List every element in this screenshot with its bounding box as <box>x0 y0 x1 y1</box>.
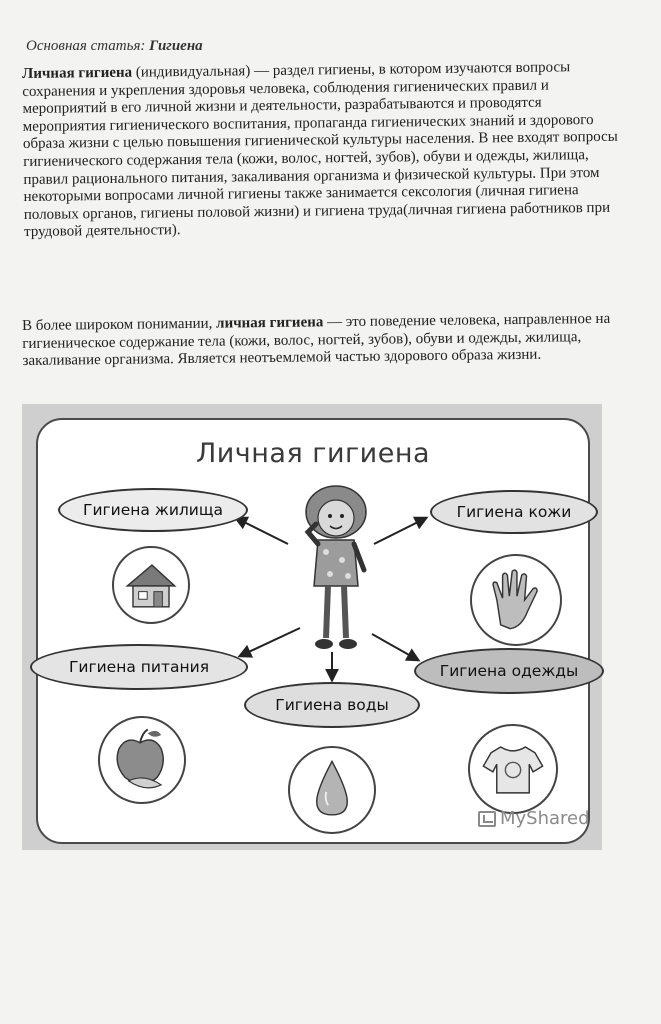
main-article-prefix: Основная статья: <box>26 38 150 54</box>
hygiene-figure <box>22 404 602 850</box>
watermark-text: MyShared <box>500 808 590 829</box>
term-bold: Личная гигиена <box>22 64 133 82</box>
paragraph-definition <box>22 59 620 242</box>
main-article-note <box>26 38 626 55</box>
figure-panel <box>36 418 590 844</box>
house-icon <box>112 546 190 624</box>
oval-skin-hygiene: Гигиена кожи <box>430 490 598 534</box>
oval-water-hygiene: Гигиена воды <box>244 682 420 728</box>
figure-title: Личная гигиена <box>195 438 431 469</box>
watermark <box>478 808 590 829</box>
oval-nutrition-hygiene: Гигиена питания <box>30 644 248 690</box>
paragraph-text: (индивидуальная) — раздел гигиены, в котором изучаются вопросы сохранения и укрепления здоровья человека, соблюдения гигиенических правил и мероприятий в его личной жизни и деятельности, разрабатываются и проводятся мероприятия гигиенического воспитания, пропаганда гигиенических знаний и здорового образа жизни с целью повышения гигиенической культуры населения. В нее входят вопросы гигиенического содержания тела (кожи, волос, ногтей, зубов), обуви и одежды, жилища, правил рационального питания, закаливания организма и физической культуры. При этом некоторыми вопросами личной гигиены также занимается сексология (личная гигиена половых органов, гигиены половой жизни) и гигиена труда(личная гигиена работников при трудовой деятельности). <box>22 59 618 241</box>
apple-icon <box>98 716 186 804</box>
presentation-icon <box>478 811 496 827</box>
paragraph-text: — это поведение человека, направленное на гигиеническое содержание тела (кожи, волос, ногтей, зубов), обуви и одежды, жилища, закаливание организма. Является неотъемлемой частью здорового образа жизни. <box>22 310 611 370</box>
hand-icon <box>470 554 562 646</box>
oval-clothing-hygiene: Гигиена одежды <box>414 648 604 694</box>
paragraph-broad-meaning <box>22 311 619 371</box>
term-bold: личная гигиена <box>216 314 324 332</box>
oval-housing-hygiene: Гигиена жилища <box>58 488 248 532</box>
t-shirt-icon <box>468 724 558 814</box>
water-drop-icon <box>288 746 376 834</box>
girl-illustration <box>280 478 390 658</box>
paragraph-lead: В более широком понимании, <box>22 315 217 334</box>
main-article-link[interactable]: Гигиена <box>149 38 203 54</box>
